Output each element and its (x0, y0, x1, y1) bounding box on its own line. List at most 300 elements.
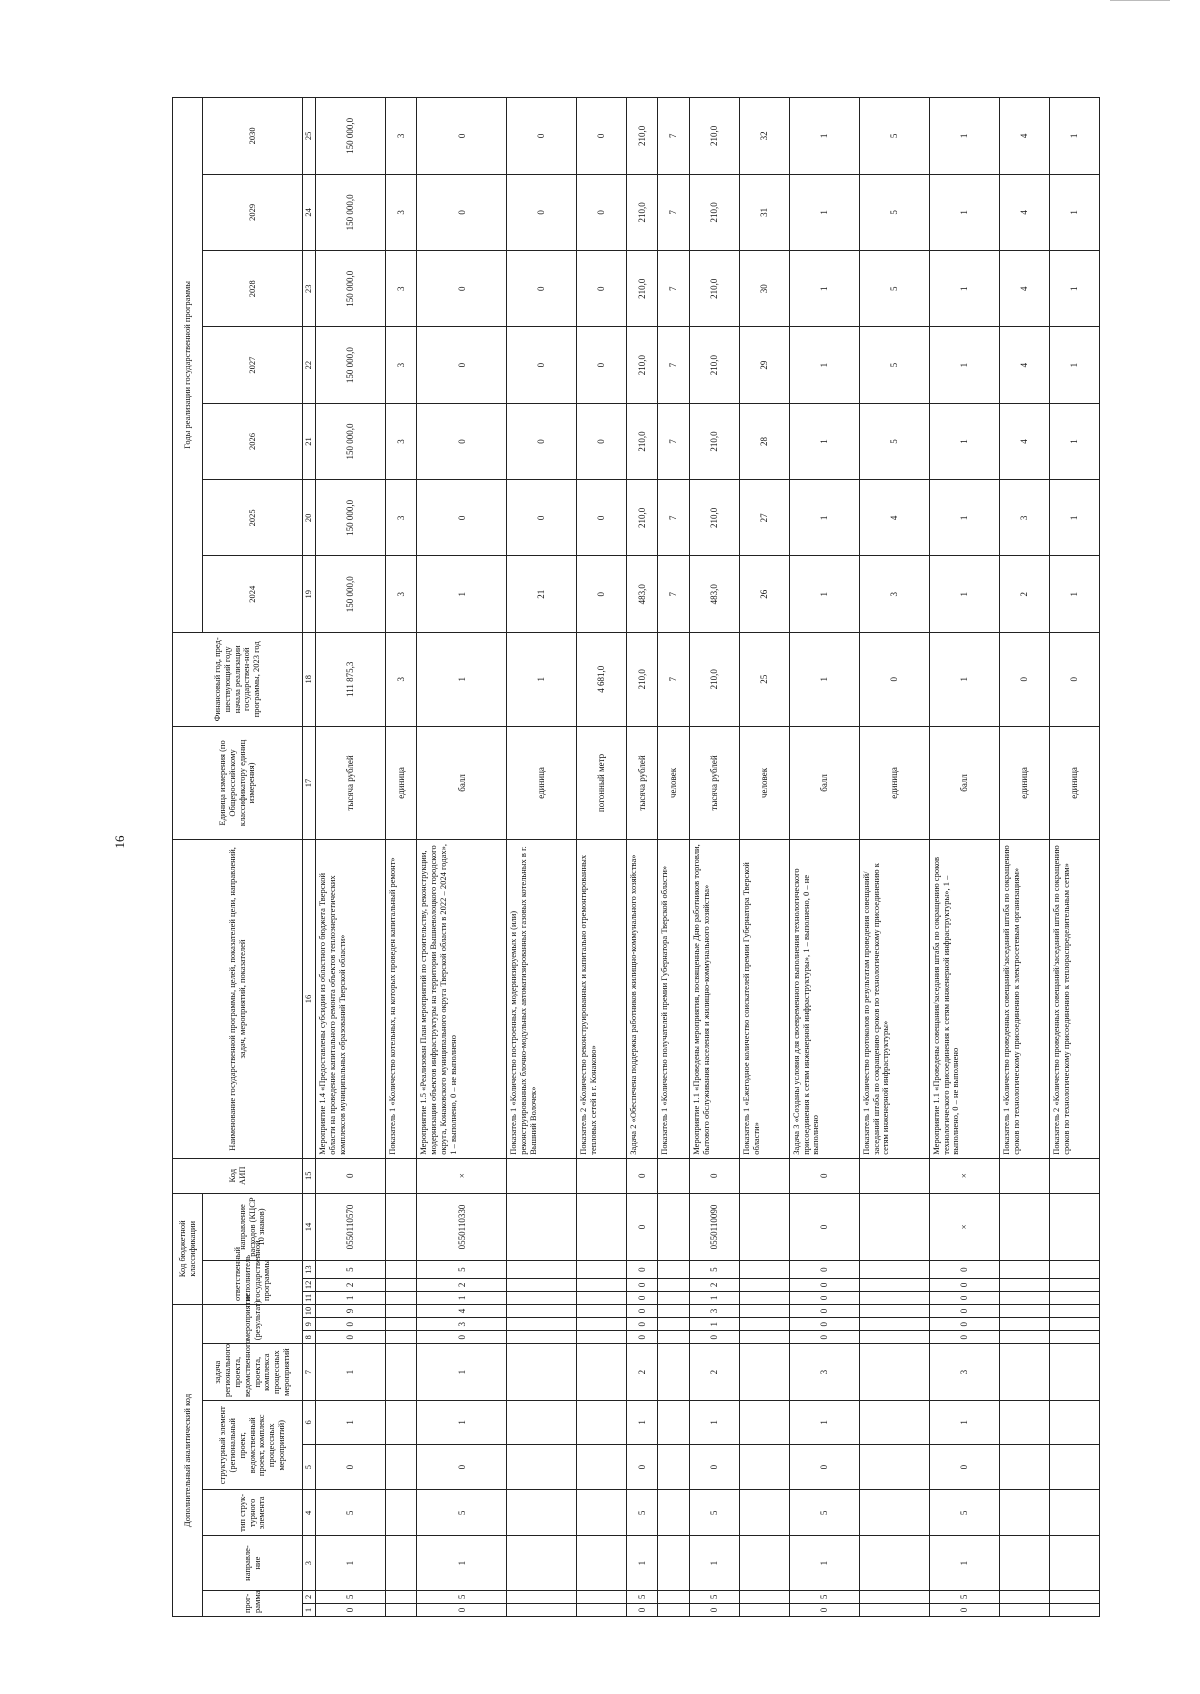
row-value-2026: 1 (929, 403, 999, 479)
row-value-2027: 1 (789, 327, 859, 403)
code-cell-8: 0 (689, 1331, 739, 1344)
column-number: 13 (303, 1261, 316, 1278)
code-cell-15 (739, 1158, 789, 1193)
column-number: 24 (303, 174, 316, 250)
row-value-2030: 210,0 (689, 98, 739, 175)
header-year-2024: 2024 (203, 556, 303, 632)
code-cell-7 (999, 1344, 1049, 1401)
row-value-2026: 5 (859, 403, 929, 479)
header-structural-type: тип струк-турного элемента (203, 1490, 303, 1536)
code-cell-3 (1049, 1536, 1099, 1591)
column-number: 16 (303, 840, 316, 1159)
row-value-2024: 1 (929, 556, 999, 632)
code-cell-4 (577, 1490, 627, 1536)
row-value-2029: 5 (859, 174, 929, 250)
table-row (929, 98, 999, 1617)
row-value-2029: 7 (658, 174, 689, 250)
code-cell-10: 9 (316, 1304, 386, 1317)
row-unit: единица (507, 726, 577, 839)
row-value-2029: 1 (1049, 174, 1099, 250)
code-cell-7: 3 (929, 1344, 999, 1401)
code-cell-7: 2 (689, 1344, 739, 1401)
table-row (658, 98, 689, 1617)
code-cell-11 (577, 1291, 627, 1304)
row-value-2027: 210,0 (689, 327, 739, 403)
code-cell-7: 1 (417, 1344, 507, 1401)
code-cell-1 (999, 1603, 1049, 1616)
header-year-2026: 2026 (203, 403, 303, 479)
row-unit: человек (739, 726, 789, 839)
code-cell-15: 0 (689, 1158, 739, 1193)
code-cell-3 (999, 1536, 1049, 1591)
code-cell-8: 0 (417, 1331, 507, 1344)
row-base-value: 210,0 (627, 632, 658, 726)
code-cell-2: 5 (789, 1590, 859, 1603)
code-cell-5: 0 (789, 1444, 859, 1490)
table-row (507, 98, 577, 1617)
code-cell-5 (859, 1444, 929, 1490)
code-cell-2 (658, 1590, 689, 1603)
code-cell-15 (658, 1158, 689, 1193)
code-cell-13: 5 (689, 1261, 739, 1278)
row-value-2026: 0 (507, 403, 577, 479)
row-value-2026: 4 (999, 403, 1049, 479)
row-value-2024: 0 (577, 556, 627, 632)
row-name: Задача 3 «Созданы условия для своевременного выполнения технологического присоединения к сетям инженерной инфраструктуры», 1 – выполнено, 0 – не выполнено (789, 840, 859, 1159)
code-cell-11 (1049, 1291, 1099, 1304)
row-value-2027: 1 (929, 327, 999, 403)
code-cell-6 (739, 1401, 789, 1445)
column-number: 6 (303, 1401, 316, 1445)
row-unit: тысяча рублей (316, 726, 386, 839)
row-name: Задача 2 «Обеспечена поддержка работников жилищно-коммунального хозяйства» (627, 840, 658, 1159)
header-name: Наименование государственной программы, целей, показателей цели, направлений, задач, мероприятий, показателей (173, 840, 303, 1159)
code-cell-13 (739, 1261, 789, 1278)
table-header (173, 98, 316, 1617)
code-cell-11: 0 (789, 1291, 859, 1304)
column-number: 8 (303, 1331, 316, 1344)
row-value-2024: 3 (385, 556, 416, 632)
row-value-2027: 5 (859, 327, 929, 403)
code-cell-6: 1 (929, 1401, 999, 1445)
row-name: Показатель 2 «Количество проведенных совещаний/заседаний штаба по сокращению сроков по технологическому присоединению к теплораспределительным сетям» (1049, 840, 1099, 1159)
code-cell-6: 1 (627, 1401, 658, 1445)
row-value-2029: 31 (739, 174, 789, 250)
code-cell-10: 0 (789, 1304, 859, 1317)
row-name: Показатель 1 «Количество проведенных совещаний/заседаний штаба по сокращению сроков по технологическому присоединению к электросетевым организациям» (999, 840, 1049, 1159)
column-number: 11 (303, 1291, 316, 1304)
code-cell-3: 1 (417, 1536, 507, 1591)
code-cell-10 (1049, 1304, 1099, 1317)
code-cell-5 (1049, 1444, 1099, 1490)
row-value-2027: 0 (577, 327, 627, 403)
code-cell-9: 0 (316, 1318, 386, 1331)
row-value-2025: 27 (739, 480, 789, 556)
row-value-2026: 0 (417, 403, 507, 479)
code-cell-5 (577, 1444, 627, 1490)
code-cell-11 (507, 1291, 577, 1304)
table-row (1049, 98, 1099, 1617)
code-cell-4: 5 (417, 1490, 507, 1536)
row-value-2026: 210,0 (627, 403, 658, 479)
row-unit: погонный метр (577, 726, 627, 839)
code-cell-13 (385, 1261, 416, 1278)
code-cell-9 (385, 1318, 416, 1331)
code-cell-15 (577, 1158, 627, 1193)
code-cell-2 (577, 1590, 627, 1603)
code-cell-6 (1049, 1401, 1099, 1445)
row-base-value: 0 (859, 632, 929, 726)
code-cell-15: 0 (789, 1158, 859, 1193)
row-unit: единица (859, 726, 929, 839)
table-row (417, 98, 507, 1617)
column-number: 7 (303, 1344, 316, 1401)
row-value-2028: 4 (999, 251, 1049, 327)
code-cell-9 (739, 1318, 789, 1331)
row-value-2026: 150 000,0 (316, 403, 386, 479)
code-cell-3 (859, 1536, 929, 1591)
code-cell-4 (385, 1490, 416, 1536)
code-cell-9: 3 (417, 1318, 507, 1331)
code-cell-1: 0 (929, 1603, 999, 1616)
code-cell-1 (739, 1603, 789, 1616)
code-cell-8 (739, 1331, 789, 1344)
code-cell-13: 0 (789, 1261, 859, 1278)
row-base-value: 7 (658, 632, 689, 726)
code-cell-5 (999, 1444, 1049, 1490)
row-name: Показатель 1 «Количество построенных, модернизируемых и (или) реконструированных блочно-модульных автоматизированных газовых котельных в г. Вышний Волочек» (507, 840, 577, 1159)
row-value-2030: 150 000,0 (316, 98, 386, 175)
code-cell-13 (859, 1261, 929, 1278)
row-value-2028: 1 (789, 251, 859, 327)
code-cell-10 (658, 1304, 689, 1317)
row-value-2025: 0 (507, 480, 577, 556)
row-value-2028: 1 (1049, 251, 1099, 327)
code-cell-6 (507, 1401, 577, 1445)
row-value-2028: 1 (929, 251, 999, 327)
code-cell-2: 5 (689, 1590, 739, 1603)
code-cell-14 (577, 1193, 627, 1261)
row-value-2027: 29 (739, 327, 789, 403)
code-cell-8: 0 (627, 1331, 658, 1344)
code-cell-14: × (929, 1193, 999, 1261)
header-unit: Единица измерения (по Общероссийскому классификатору единиц измерения) (173, 726, 303, 839)
column-number: 23 (303, 251, 316, 327)
code-cell-15: 0 (316, 1158, 386, 1193)
row-base-value: 1 (789, 632, 859, 726)
code-cell-14 (999, 1193, 1049, 1261)
header-year-2029: 2029 (203, 174, 303, 250)
code-cell-14 (739, 1193, 789, 1261)
code-cell-12: 0 (789, 1278, 859, 1291)
header-year-2028: 2028 (203, 251, 303, 327)
table-row (689, 98, 739, 1617)
code-cell-8 (859, 1331, 929, 1344)
code-cell-10 (999, 1304, 1049, 1317)
row-value-2024: 26 (739, 556, 789, 632)
code-cell-5: 0 (316, 1444, 386, 1490)
row-value-2025: 0 (577, 480, 627, 556)
row-value-2029: 0 (507, 174, 577, 250)
code-cell-5 (658, 1444, 689, 1490)
code-cell-15 (507, 1158, 577, 1193)
row-base-value: 111 875,3 (316, 632, 386, 726)
header-years-title: Годы реализации государственной программы (173, 98, 203, 633)
table-body (316, 98, 1100, 1617)
column-number: 14 (303, 1193, 316, 1261)
code-cell-6: 1 (689, 1401, 739, 1445)
column-number: 3 (303, 1536, 316, 1591)
code-cell-11 (385, 1291, 416, 1304)
code-cell-14: 0550110570 (316, 1193, 386, 1261)
code-cell-8 (1049, 1331, 1099, 1344)
column-number: 2 (303, 1590, 316, 1603)
row-value-2025: 7 (658, 480, 689, 556)
code-cell-9: 0 (627, 1318, 658, 1331)
code-cell-11: 1 (417, 1291, 507, 1304)
code-cell-2: 5 (316, 1590, 386, 1603)
row-value-2030: 210,0 (627, 98, 658, 175)
code-cell-7: 2 (627, 1344, 658, 1401)
code-cell-1: 0 (689, 1603, 739, 1616)
row-value-2028: 0 (417, 251, 507, 327)
code-cell-11: 0 (627, 1291, 658, 1304)
code-cell-2: 5 (929, 1590, 999, 1603)
row-value-2029: 0 (417, 174, 507, 250)
row-value-2024: 21 (507, 556, 577, 632)
row-base-value: 0 (1049, 632, 1099, 726)
code-cell-13: 0 (929, 1261, 999, 1278)
code-cell-10: 0 (627, 1304, 658, 1317)
code-cell-9 (658, 1318, 689, 1331)
row-value-2024: 150 000,0 (316, 556, 386, 632)
code-cell-11: 0 (929, 1291, 999, 1304)
row-value-2024: 1 (417, 556, 507, 632)
column-number: 5 (303, 1444, 316, 1490)
code-cell-15 (999, 1158, 1049, 1193)
code-cell-4: 5 (689, 1490, 739, 1536)
code-cell-4: 5 (789, 1490, 859, 1536)
code-cell-8 (999, 1331, 1049, 1344)
row-value-2024: 483,0 (689, 556, 739, 632)
row-value-2030: 0 (417, 98, 507, 175)
header-year-2030: 2030 (203, 98, 303, 175)
code-cell-15: × (929, 1158, 999, 1193)
row-name: Мероприятие 1.1 «Проведены мероприятия, посвященные Дню работников торговли, бытового обслуживания населения и жилищно-коммунального хозяйства» (689, 840, 739, 1159)
header-event: мероприятие (результат) (203, 1304, 303, 1343)
code-cell-8 (658, 1331, 689, 1344)
row-value-2027: 7 (658, 327, 689, 403)
row-value-2029: 150 000,0 (316, 174, 386, 250)
code-cell-12 (507, 1278, 577, 1291)
code-cell-2 (507, 1590, 577, 1603)
code-cell-6 (859, 1401, 929, 1445)
scan-artifact-line (1110, 0, 1170, 1)
row-value-2030: 1 (789, 98, 859, 175)
code-cell-6: 1 (316, 1401, 386, 1445)
row-unit: человек (658, 726, 689, 839)
row-value-2027: 0 (417, 327, 507, 403)
code-cell-4 (658, 1490, 689, 1536)
code-cell-5: 0 (627, 1444, 658, 1490)
row-name: Показатель 1 «Количество протоколов по результатам проведения совещаний/заседаний штаба по сокращению сроков по технологическому присоединению к сетям инженерной инфраструктуры» (859, 840, 929, 1159)
code-cell-8 (507, 1331, 577, 1344)
code-cell-11 (739, 1291, 789, 1304)
code-cell-11 (658, 1291, 689, 1304)
row-value-2024: 2 (999, 556, 1049, 632)
row-value-2025: 1 (1049, 480, 1099, 556)
row-value-2025: 4 (859, 480, 929, 556)
header-expense-direction: направление расходов (КЦСР 10 знаков) (203, 1193, 303, 1261)
row-value-2025: 3 (999, 480, 1049, 556)
row-value-2030: 4 (999, 98, 1049, 175)
row-value-2028: 5 (859, 251, 929, 327)
row-value-2026: 28 (739, 403, 789, 479)
code-cell-7: 3 (789, 1344, 859, 1401)
row-unit: балл (789, 726, 859, 839)
row-value-2025: 1 (929, 480, 999, 556)
code-cell-5: 0 (689, 1444, 739, 1490)
code-cell-11 (999, 1291, 1049, 1304)
row-value-2028: 0 (577, 251, 627, 327)
code-cell-7 (739, 1344, 789, 1401)
code-cell-10 (577, 1304, 627, 1317)
row-base-value: 25 (739, 632, 789, 726)
code-cell-12 (577, 1278, 627, 1291)
code-cell-8 (577, 1331, 627, 1344)
code-cell-13: 5 (316, 1261, 386, 1278)
code-cell-1: 0 (316, 1603, 386, 1616)
code-cell-1: 0 (789, 1603, 859, 1616)
column-number: 15 (303, 1158, 316, 1193)
code-cell-3: 1 (929, 1536, 999, 1591)
code-cell-11 (859, 1291, 929, 1304)
program-table (172, 97, 1100, 1617)
code-cell-2 (999, 1590, 1049, 1603)
code-cell-5: 0 (417, 1444, 507, 1490)
row-value-2029: 4 (999, 174, 1049, 250)
code-cell-14 (507, 1193, 577, 1261)
header-task: задача регионального проекта, ведомственного проекта, комплекса процессных мероприятий (203, 1344, 303, 1401)
row-value-2030: 3 (385, 98, 416, 175)
table-row (739, 98, 789, 1617)
code-cell-3 (739, 1536, 789, 1591)
code-cell-8: 0 (929, 1331, 999, 1344)
column-number: 20 (303, 480, 316, 556)
row-value-2028: 7 (658, 251, 689, 327)
row-value-2026: 0 (577, 403, 627, 479)
row-value-2024: 7 (658, 556, 689, 632)
code-cell-15: × (417, 1158, 507, 1193)
code-cell-14: 0 (789, 1193, 859, 1261)
header-fin-year: Финансовый год, пред-шествующий году начала реализации государствен-ной программы, 2023 год (173, 632, 303, 726)
row-value-2030: 0 (507, 98, 577, 175)
row-value-2030: 1 (1049, 98, 1099, 175)
header-program: прог-рамма (203, 1590, 303, 1616)
code-cell-9 (507, 1318, 577, 1331)
code-cell-2: 5 (417, 1590, 507, 1603)
code-cell-10 (507, 1304, 577, 1317)
code-cell-13 (999, 1261, 1049, 1278)
header-additional-code: Дополнительный аналитический код (173, 1304, 203, 1616)
code-cell-2 (859, 1590, 929, 1603)
row-value-2029: 3 (385, 174, 416, 250)
table-row (385, 98, 416, 1617)
row-value-2026: 3 (385, 403, 416, 479)
header-aip-code: Код АИП (173, 1158, 303, 1193)
row-value-2029: 210,0 (627, 174, 658, 250)
row-value-2025: 150 000,0 (316, 480, 386, 556)
row-unit: балл (417, 726, 507, 839)
code-cell-14: 0550110330 (417, 1193, 507, 1261)
row-name: Показатель 2 «Количество реконструированных и капитально отремонтированных тепловых сетей в г. Конаково» (577, 840, 627, 1159)
code-cell-2: 5 (627, 1590, 658, 1603)
code-cell-10: 3 (689, 1304, 739, 1317)
code-cell-9: 0 (929, 1318, 999, 1331)
row-value-2030: 32 (739, 98, 789, 175)
code-cell-12: 0 (929, 1278, 999, 1291)
code-cell-3 (507, 1536, 577, 1591)
code-cell-12 (385, 1278, 416, 1291)
code-cell-13: 5 (417, 1261, 507, 1278)
code-cell-13 (507, 1261, 577, 1278)
code-cell-14: 0 (627, 1193, 658, 1261)
code-cell-6: 1 (417, 1401, 507, 1445)
row-value-2030: 1 (929, 98, 999, 175)
code-cell-1: 0 (627, 1603, 658, 1616)
code-cell-6 (658, 1401, 689, 1445)
row-value-2025: 1 (789, 480, 859, 556)
row-name: Показатель 1 «Ежегодное количество соискателей премии Губернатора Тверской области» (739, 840, 789, 1159)
code-cell-5 (385, 1444, 416, 1490)
row-base-value: 210,0 (689, 632, 739, 726)
code-cell-3: 1 (689, 1536, 739, 1591)
code-cell-12 (739, 1278, 789, 1291)
code-cell-6: 1 (789, 1401, 859, 1445)
row-unit: единица (999, 726, 1049, 839)
column-number: 18 (303, 632, 316, 726)
code-cell-3 (385, 1536, 416, 1591)
code-cell-5: 0 (929, 1444, 999, 1490)
row-value-2030: 7 (658, 98, 689, 175)
code-cell-7 (577, 1344, 627, 1401)
row-value-2028: 210,0 (689, 251, 739, 327)
code-cell-8: 0 (316, 1331, 386, 1344)
code-cell-3 (577, 1536, 627, 1591)
row-value-2029: 210,0 (689, 174, 739, 250)
row-value-2029: 1 (789, 174, 859, 250)
column-number: 19 (303, 556, 316, 632)
code-cell-14 (658, 1193, 689, 1261)
row-base-value: 0 (999, 632, 1049, 726)
row-value-2024: 483,0 (627, 556, 658, 632)
row-unit: единица (385, 726, 416, 839)
code-cell-5 (507, 1444, 577, 1490)
row-unit: единица (1049, 726, 1099, 839)
code-cell-12: 2 (316, 1278, 386, 1291)
code-cell-3 (658, 1536, 689, 1591)
code-cell-15 (385, 1158, 416, 1193)
row-value-2030: 5 (859, 98, 929, 175)
row-value-2027: 210,0 (627, 327, 658, 403)
code-cell-1 (859, 1603, 929, 1616)
code-cell-2 (1049, 1590, 1099, 1603)
code-cell-4: 5 (316, 1490, 386, 1536)
code-cell-13 (577, 1261, 627, 1278)
row-base-value: 1 (929, 632, 999, 726)
row-name: Мероприятие 1.1 «Проведены совещания/заседания штаба по сокращению сроков технологического присоединения к сетям инженерной инфраструктуры», 1 – выполнено, 0 – не выполнено (929, 840, 999, 1159)
code-cell-4 (859, 1490, 929, 1536)
